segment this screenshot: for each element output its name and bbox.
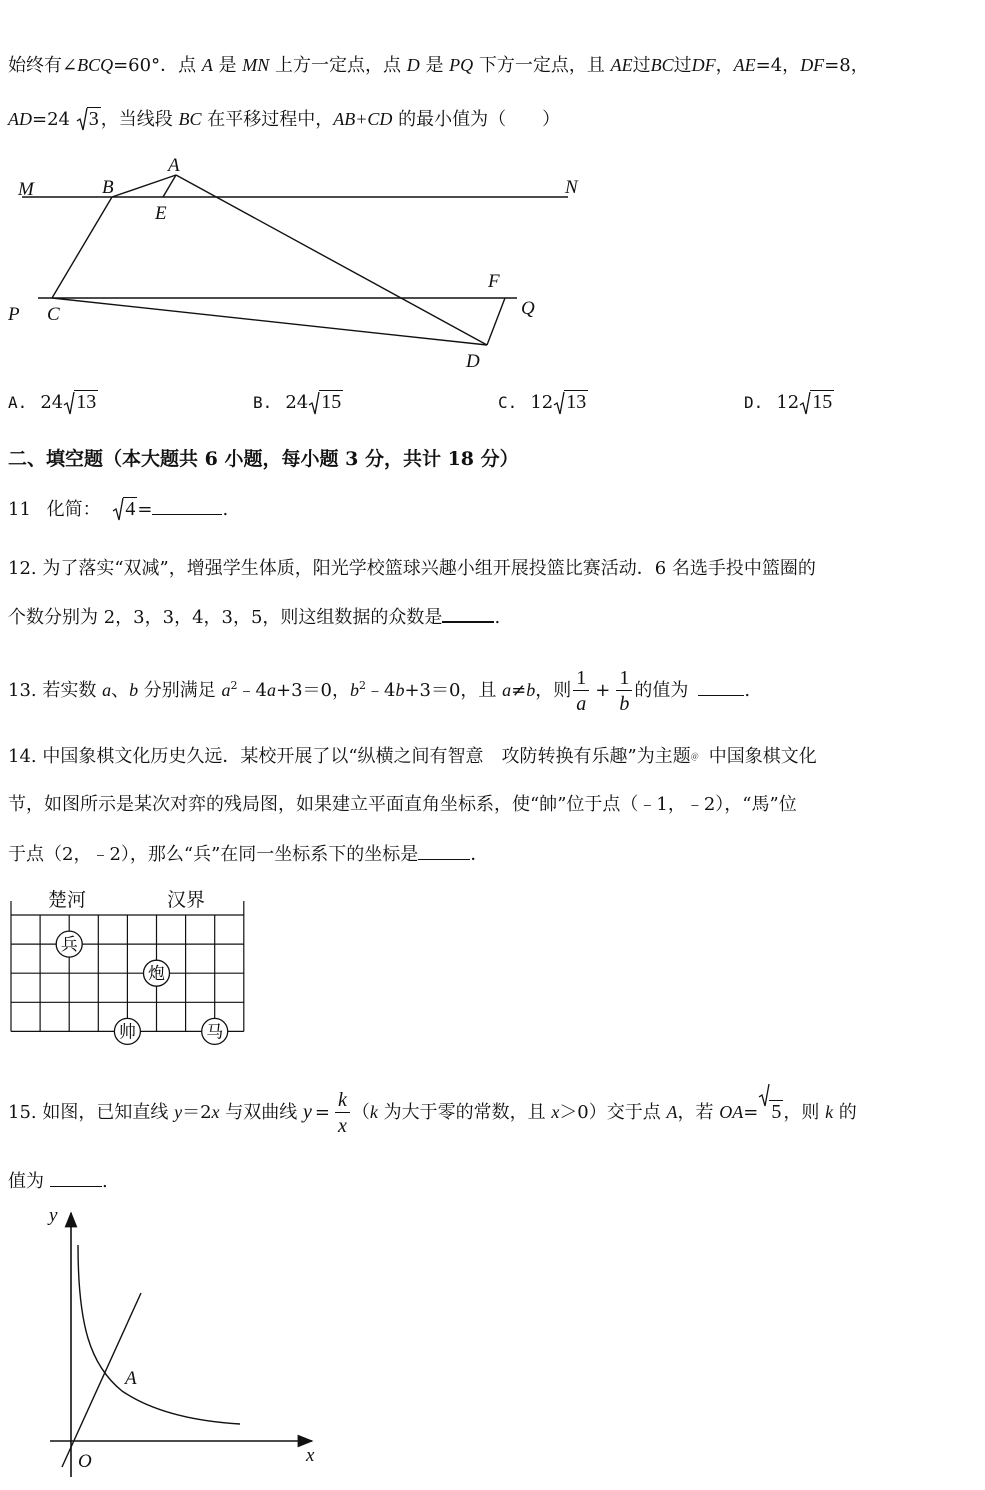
fraction-1-over-a: $\frac{1}{a}$ [573,666,589,717]
segment-ad [176,175,487,345]
fraction-1-over-b: $\frac{1}{b}$ [616,666,632,717]
piece-label: 帅 [118,1022,136,1042]
segment-cd [52,298,487,345]
segment-ba [112,175,176,197]
sqrt-5: 5 [758,1082,783,1142]
piece-ma [202,1018,228,1044]
q15-line1: 15. 如图，已知直线 y＝2x 与双曲线 y = $\frac{k}{x}$ （k 为大于零的常数，且 x＞0）交于点 A，若 OA= 5 ，则 k 的 [8,1082,857,1143]
sqrt-13: 13 [553,390,588,414]
label-f: F [488,271,500,292]
option-d[interactable]: D. 12 15 [744,391,833,413]
piece-label: 兵 [60,935,78,955]
answer-blank[interactable] [418,841,470,860]
q13: 13. 若实数 a、b 分别满足 $a^2﹣4a+3=0$，$b^2﹣4b+3=0$，且 a≠b，则 $\frac{1}{a}$ + $\frac{1}{b}$ 的值为 . [8,656,750,721]
q14-line2: 节，如图所示是某次对弈的残局图，如果建立平面直角坐标系，使“帥”位于点（﹣1，﹣2），“馬”位 [8,794,797,815]
option-b[interactable]: B. 24 15 [253,391,342,413]
piece-label: 马 [206,1022,224,1042]
answer-blank[interactable] [698,661,744,696]
answer-blank[interactable] [50,1168,102,1187]
section-title: 二、填空题（本大题共 6 小题，每小题 3 分，共计 18 分） [8,448,519,470]
hyperbola-curve [78,1245,240,1424]
label-c: C [47,304,60,325]
q10-line2: AD=24 3 ，当线段 BC 在平移过程中，AB+CD 的最小值为（ ） [8,108,561,130]
label-n: N [565,177,578,198]
label-m: M [18,179,34,200]
sqrt-4: 4 [112,496,137,522]
q14-line3: 于点（2，﹣2），那么“兵”在同一坐标系下的坐标是 ． [8,841,488,868]
option-c[interactable]: C. 12 13 [498,391,587,413]
chess-board [0,882,260,1047]
q15-line2: 值为 . [8,1168,108,1195]
q12-line1: 12. 为了落实“双减”，增强学生体质，阳光学校篮球兴趣小组开展投篮比赛活动．6 名选手投中篮圈的 [8,558,816,579]
fraction-k-over-x: $\frac{k}{x}$ [335,1088,350,1139]
piece-pao [144,960,170,986]
answer-blank[interactable] [152,496,222,515]
q12-line2: 个数分别为 2，3，3，4，3，5，则这组数据的众数是 . [8,603,500,631]
sqrt-13: 13 [63,390,98,414]
label-y: y [49,1205,58,1226]
sqrt-15: 15 [308,390,343,414]
q10-options [8,390,908,422]
label-a: A [168,155,180,176]
q10-line1: 始终有∠BCQ=60°．点 A 是 MN 上方一定点，点 D 是 PQ 下方一定点，且 AE过BC过DF，AE=4，DF=8， [8,55,869,76]
label-x: x [306,1445,315,1466]
q10-figure [0,145,620,380]
segment-bc [52,197,112,298]
segment-df [487,298,505,345]
label-a: A [125,1368,137,1389]
label-d: D [466,351,480,372]
label-o: O [78,1451,92,1472]
label-b: B [102,177,114,198]
q14-line1: 14. 中国象棋文化历史久远．某校开展了以“纵横之间有智意 攻防转换有乐趣”为主题＠ 中国象棋文化 [8,746,817,767]
label-p: P [8,304,20,325]
q15-graph [30,1205,330,1485]
piece-shuai [114,1018,140,1044]
small-mark: ＠ [690,752,699,761]
label-q: Q [521,298,535,319]
label-han-jie: 汉界 [167,890,206,911]
label-e: E [155,203,167,224]
answer-blank[interactable] [442,603,494,623]
option-a[interactable]: A. 24 13 [8,391,97,413]
piece-label: 炮 [148,964,165,984]
q11: 11 化简： 4 = . [8,498,229,520]
piece-bing [56,931,82,957]
sqrt-15: 15 [799,390,834,414]
label-chu-he: 楚河 [48,890,87,911]
sqrt-3: 3 [76,106,101,132]
